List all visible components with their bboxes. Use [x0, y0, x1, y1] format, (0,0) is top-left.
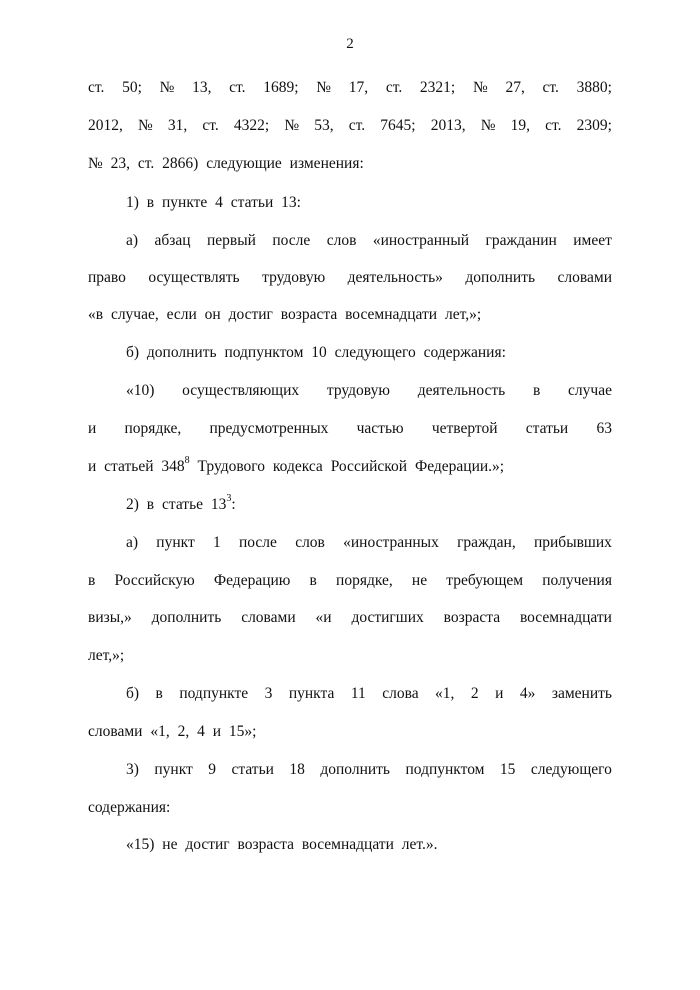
text-line-4: 1) в пункте 4 статьи 13:: [126, 194, 301, 211]
text-line-12: [126, 492, 612, 515]
word: статьи: [525, 420, 569, 437]
text-line-1: [88, 78, 612, 98]
word: дополнить: [320, 761, 391, 778]
word: «1,: [435, 685, 455, 702]
word: 9: [208, 761, 217, 778]
word: 3880;: [576, 79, 612, 96]
word: не: [411, 572, 428, 589]
word: получения: [542, 572, 612, 589]
word: подпункте: [179, 685, 249, 702]
word: возраста: [443, 609, 501, 626]
text-line-20: содержания:: [88, 799, 171, 816]
word: деятельность»: [347, 269, 443, 286]
word: ст.: [542, 79, 559, 96]
word: заменить: [551, 685, 612, 702]
word: 50;: [122, 79, 142, 96]
word: требующем: [446, 572, 524, 589]
word: достигших: [351, 609, 424, 626]
word: №: [472, 79, 488, 96]
word: а): [126, 232, 139, 249]
word: словами: [557, 269, 612, 286]
word: 27,: [505, 79, 525, 96]
word: в: [155, 685, 163, 702]
word: 7645;: [380, 117, 416, 134]
word: подпунктом: [405, 761, 485, 778]
text-line-3: № 23, ст. 2866) следующие изменения:: [88, 155, 364, 172]
word: ст.: [202, 117, 219, 134]
word: гражданин: [485, 232, 557, 249]
text-line-15: [88, 608, 612, 628]
word: 3): [126, 761, 139, 778]
word: 4322;: [233, 117, 270, 134]
word: в: [532, 382, 541, 399]
word: первый: [206, 232, 256, 249]
word: №: [159, 79, 175, 96]
word: случае: [568, 382, 612, 399]
word: 1: [213, 534, 221, 551]
text-line-19: [126, 760, 612, 780]
word: 63: [596, 420, 612, 437]
superscript-8: 8: [184, 454, 190, 466]
word: Российскую: [114, 572, 195, 589]
word: слов: [295, 534, 325, 551]
text-line-21: «15) не достиг возраста восемнадцати лет.».: [126, 836, 438, 853]
word: ст.: [545, 117, 562, 134]
word: №: [316, 79, 332, 96]
word: в: [88, 572, 96, 589]
word: имеет: [573, 232, 612, 249]
word: следующего: [530, 761, 612, 778]
word: пункта: [288, 685, 335, 702]
text-line-12-start: 2) в статье 13: [126, 496, 227, 513]
word: ст.: [88, 79, 105, 96]
text-line-11: [88, 454, 612, 477]
text-line-11-end: Трудового кодекса Российской Федерации.»;: [189, 458, 505, 475]
word: б): [126, 685, 140, 702]
word: частью: [356, 420, 404, 437]
word: 2012,: [88, 117, 123, 134]
word: четвертой: [431, 420, 498, 437]
word: деятельность: [417, 382, 506, 399]
text-line-9: [126, 381, 612, 401]
word: «иностранных: [343, 534, 439, 551]
word: право: [88, 269, 126, 286]
word: 3: [264, 685, 273, 702]
word: ст.: [348, 117, 366, 134]
text-line-6: [88, 268, 612, 288]
text-line-11-start: и статьей 348: [88, 458, 185, 475]
text-line-10: [88, 419, 612, 439]
word: а): [126, 534, 139, 551]
text-line-13: [126, 533, 612, 553]
word: слова: [382, 685, 419, 702]
word: словами: [241, 609, 296, 626]
word: визы,»: [88, 609, 132, 626]
word: 2309;: [576, 117, 612, 134]
word: 17,: [348, 79, 369, 96]
word: и: [88, 420, 97, 437]
word: порядке,: [124, 420, 182, 437]
word: порядке,: [336, 572, 393, 589]
word: после: [239, 534, 277, 551]
word: 53,: [314, 117, 334, 134]
word: «10): [126, 382, 155, 399]
word: предусмотренных: [209, 420, 329, 437]
word: пункт: [156, 534, 195, 551]
word: после: [272, 232, 311, 249]
word: и: [495, 685, 504, 702]
word: «и: [315, 609, 332, 626]
text-line-7: «в случае, если он достиг возраста восемнадцати лет,»;: [88, 306, 482, 323]
word: в: [309, 572, 317, 589]
word: 18: [289, 761, 305, 778]
superscript-3: 3: [226, 492, 232, 504]
word: Федерацию: [213, 572, 291, 589]
word: «иностранный: [372, 232, 470, 249]
word: дополнить: [151, 609, 222, 626]
word: 19,: [510, 117, 531, 134]
word: осуществляющих: [182, 382, 300, 399]
text-line-18: словами «1, 2, 4 и 15»;: [88, 723, 257, 740]
word: №: [480, 117, 496, 134]
word: №: [138, 117, 153, 134]
word: 11: [350, 685, 366, 702]
text-line-12-end: :: [231, 496, 236, 513]
text-line-17: [126, 684, 612, 704]
word: дополнить: [465, 269, 536, 286]
word: пункт: [154, 761, 193, 778]
word: слов: [326, 232, 357, 249]
word: ст.: [385, 79, 403, 96]
word: статьи: [231, 761, 274, 778]
word: трудовую: [326, 382, 390, 399]
text-line-2: [88, 116, 612, 136]
word: граждан,: [457, 534, 516, 551]
word: 31,: [167, 117, 188, 134]
text-line-16: лет,»;: [88, 647, 125, 664]
word: трудовую: [262, 269, 326, 286]
word: 2: [470, 685, 479, 702]
text-line-14: [88, 571, 612, 591]
text-line-8: б) дополнить подпунктом 10 следующего содержания:: [126, 344, 506, 361]
word: 13,: [192, 79, 212, 96]
word: ст.: [229, 79, 246, 96]
word: 1689;: [263, 79, 299, 96]
word: 4»: [519, 685, 536, 702]
word: восемнадцати: [519, 609, 612, 626]
text-line-5: [126, 231, 612, 251]
page-number: 2: [346, 36, 354, 52]
word: осуществлять: [148, 269, 240, 286]
word: 2013,: [430, 117, 466, 134]
word: прибывших: [533, 534, 612, 551]
word: №: [284, 117, 300, 134]
word: 15: [499, 761, 516, 778]
word: абзац: [154, 232, 191, 249]
word: 2321;: [419, 79, 456, 96]
